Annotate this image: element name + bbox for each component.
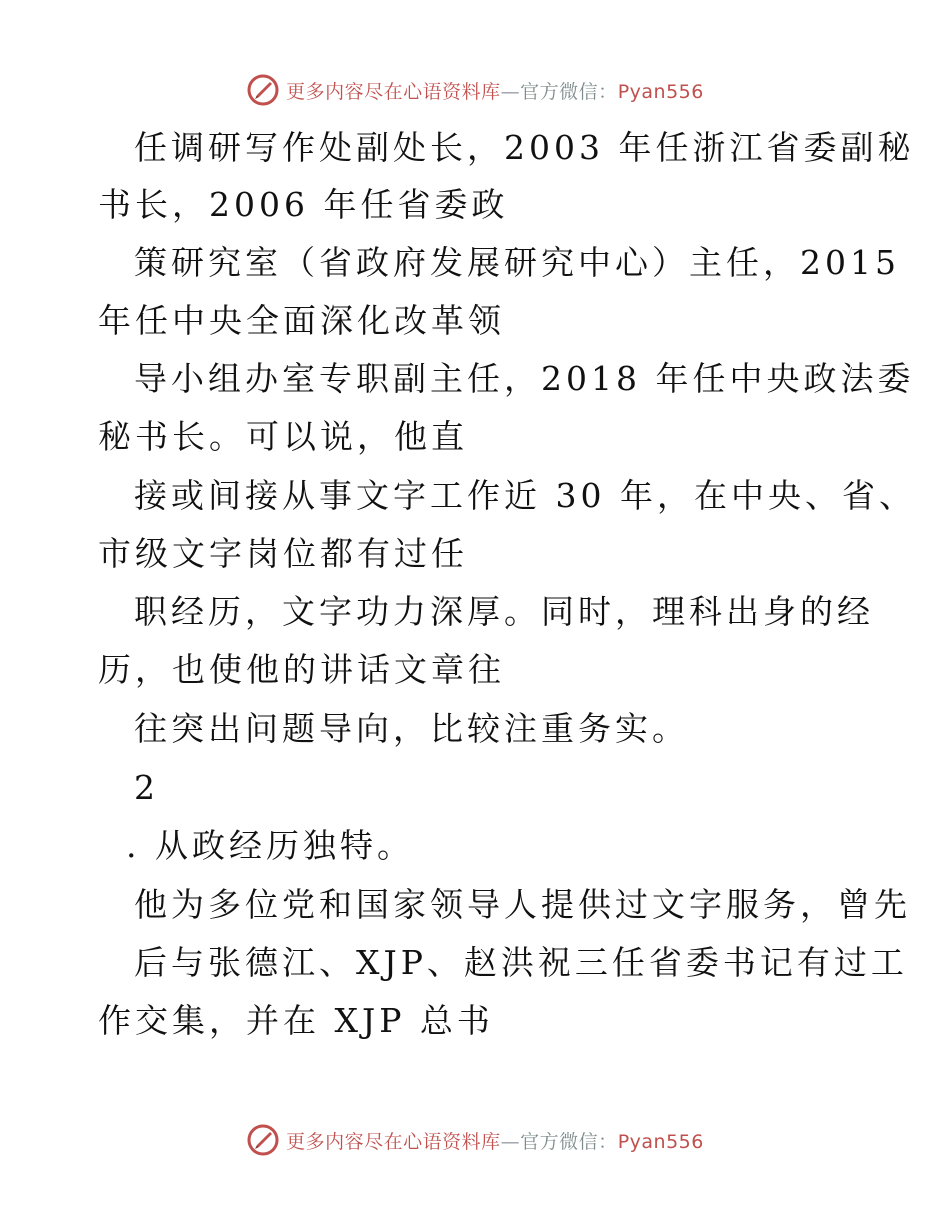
- watermark-main-text: 更多内容尽在心语资料库: [286, 80, 501, 103]
- watermark-sub-text: 官方微信：: [520, 80, 618, 103]
- text-line: 接或间接从事文字工作近 30 年，在中央、省、: [134, 476, 916, 515]
- text-line: 年任中央全面深化改革领: [98, 301, 505, 340]
- watermark-wechat-id: Pyan556: [617, 1130, 704, 1153]
- list-number: 2: [134, 768, 159, 807]
- text-line: 后与张德江、XJP、赵洪祝三任省委书记有过工: [134, 943, 908, 982]
- text-line: 他为多位党和国家领导人提供过文字服务，曾先: [134, 885, 911, 924]
- text-line: 往突出问题导向，比较注重务实。: [134, 709, 689, 748]
- text-line: 任调研写作处副处长，2003 年任浙江省委副秘: [134, 128, 915, 167]
- watermark-separator: —: [500, 1130, 521, 1153]
- text-line: 职经历，文字功力深厚。同时，理科出身的经: [134, 592, 874, 631]
- watermark-main-text: 更多内容尽在心语资料库: [286, 1130, 501, 1153]
- watermark-separator: —: [500, 80, 521, 103]
- text-line: 秘书长。可以说，他直: [98, 417, 468, 456]
- text-line: 导小组办室专职副主任，2018 年任中央政法委: [134, 359, 915, 398]
- text-line: 历，也使他的讲话文章往: [98, 650, 505, 689]
- pen-circle-icon: [246, 1123, 280, 1157]
- text-line: 作交集，并在 XJP 总书: [98, 1001, 494, 1040]
- section-heading: . 从政经历独特。: [126, 826, 414, 865]
- watermark-wechat-id: Pyan556: [617, 80, 704, 103]
- text-line: 策研究室（省政府发展研究中心）主任，2015: [134, 243, 900, 282]
- watermark-sub-text: 官方微信：: [520, 1130, 618, 1153]
- text-line: 书长，2006 年任省委政: [98, 185, 509, 224]
- text-line: 市级文字岗位都有过任: [98, 534, 468, 573]
- footer-watermark: [0, 1120, 950, 1160]
